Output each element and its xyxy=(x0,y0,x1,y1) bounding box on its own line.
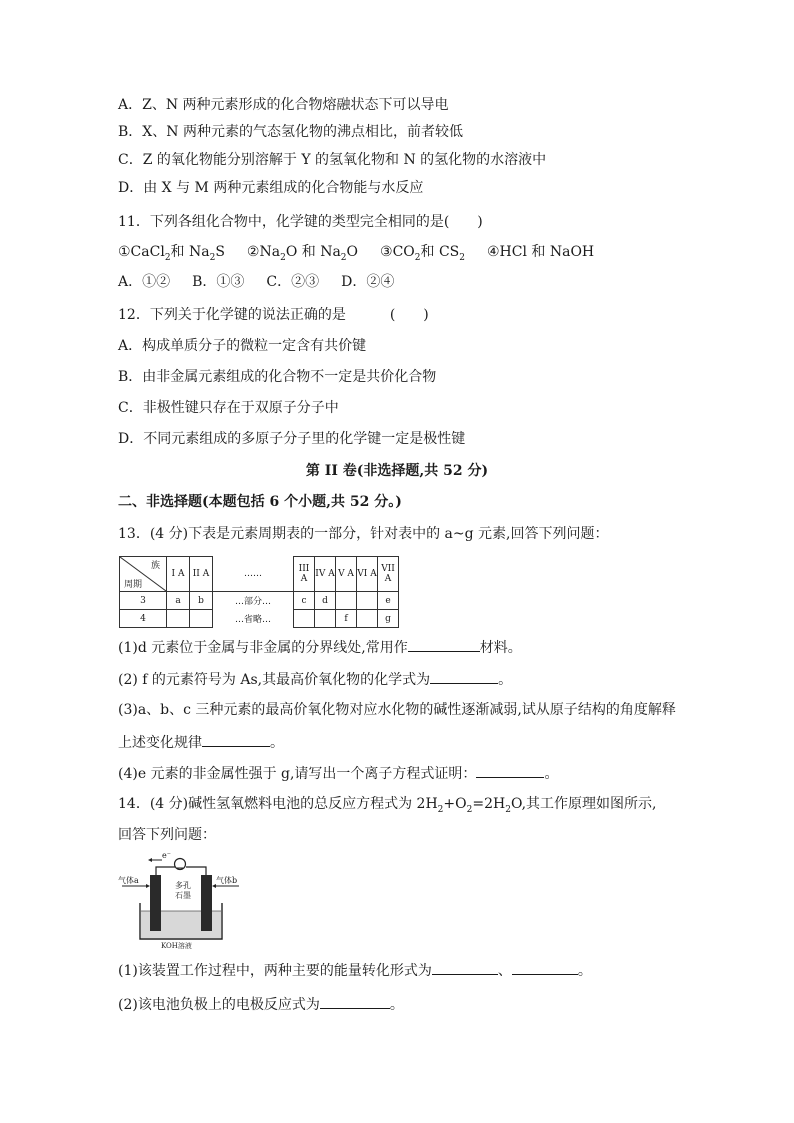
group-7a: VII A xyxy=(378,557,399,592)
q10-option-d: D．由 X 与 M 两种元素组成的化合物能与水反应 xyxy=(118,180,424,196)
group-5a: V A xyxy=(336,557,357,592)
row3-empty-6a xyxy=(357,592,378,610)
header-period: 周期 xyxy=(124,580,143,590)
element-a: a xyxy=(167,592,190,610)
q13-part-3: (3)a、b、c 三种元素的最高价氧化物对应水化物的碱性逐渐减弱,试从原子结构的角度解释 xyxy=(118,702,676,718)
q10-option-c: C．Z 的氧化物能分别溶解于 Y 的氢氧化物和 N 的氢化物的水溶液中 xyxy=(118,152,547,168)
row4-empty-3a xyxy=(294,610,315,628)
q12-option-d: D．不同元素组成的多原子分子里的化学键一定是极性键 xyxy=(118,431,466,447)
solution-label: KOH溶液 xyxy=(161,942,192,950)
q11-choices: A．①② B．①③ C．②③ D．②④ xyxy=(118,274,395,290)
electron-label: e⁻ xyxy=(162,851,171,860)
element-c: c xyxy=(294,592,315,610)
element-d: d xyxy=(315,592,336,610)
q13-part-2: (2) f 的元素符号为 As,其最高价氧化物的化学式为 。 xyxy=(118,672,513,688)
q12-option-a: A．构成单质分子的微粒一定含有共价键 xyxy=(118,338,367,354)
q11-items: ①CaCl$_2$和 $Na_2S$ $②Na_2O$ 和 $Na_2O$ $③CO_2$和 $CS_2$ ④HCl 和 NaOH xyxy=(118,244,595,263)
answer-blank[interactable] xyxy=(202,733,270,747)
fuel-cell-svg xyxy=(118,855,243,950)
header-group: 族 xyxy=(150,561,160,571)
group-4a: IV A xyxy=(315,557,336,592)
q13-part-4: (4)e 元素的非金属性强于 g,请写出一个离子方程式证明： 。 xyxy=(118,766,559,782)
answer-blank[interactable] xyxy=(432,961,498,975)
row4-empty-4a xyxy=(315,610,336,628)
answer-blank[interactable] xyxy=(476,764,544,778)
q13-part-3-cont: 上述变化规律 。 xyxy=(118,735,284,751)
group-2a: II A xyxy=(190,557,213,592)
group-6a: VI A xyxy=(357,557,378,592)
q11-stem: 11．下列各组化合物中，化学键的类型完全相同的是( ) xyxy=(118,214,483,230)
q10-option-b: B．X、N 两种元素的气态氢化物的沸点相比，前者较低 xyxy=(118,124,463,140)
q14-stem-2: 回答下列问题： xyxy=(118,827,216,843)
q12-option-b: B．由非金属元素组成的化合物不一定是共价化合物 xyxy=(118,369,437,385)
period-3: 3 xyxy=(120,592,167,610)
element-e: e xyxy=(378,592,399,610)
q13-stem: 13．(4 分)下表是元素周期表的一部分，针对表中的 a~g 元素,回答下列问题： xyxy=(118,526,609,542)
q13-part-1: (1)d 元素位于金属与非金属的分界线处,常用作 材料。 xyxy=(118,640,522,656)
row4-empty-6a xyxy=(357,610,378,628)
periodic-table-excerpt xyxy=(119,556,399,628)
table-header-diagonal xyxy=(120,557,167,592)
row4-empty-2a xyxy=(190,610,213,628)
section2-title: 第 II 卷(非选择题,共 52 分) xyxy=(305,463,489,479)
row4-mid: …省略… xyxy=(213,610,294,628)
group-3a: III A xyxy=(294,557,315,592)
gas-a-label: 气体a xyxy=(118,876,139,885)
q14-stem: 14．(4 分)碱性氢氧燃料电池的总反应方程式为 $2H_2+O_2=2H_2O$,其工作原理如图所示, xyxy=(118,796,657,815)
answer-blank[interactable] xyxy=(512,961,578,975)
answer-blank[interactable] xyxy=(320,995,390,1009)
q12-option-c: C．非极性键只存在于双原子分子中 xyxy=(118,400,339,416)
element-f: f xyxy=(336,610,357,628)
element-b: b xyxy=(190,592,213,610)
row4-empty-1a xyxy=(167,610,190,628)
section2-heading: 二、非选择题(本题包括 6 个小题,共 52 分。) xyxy=(118,494,402,510)
q14-part-2: (2)该电池负极上的电极反应式为 。 xyxy=(118,997,404,1013)
row3-empty-5a xyxy=(336,592,357,610)
gas-b-label: 气体b xyxy=(216,876,238,885)
electrode-label: 多孔石墨 xyxy=(175,881,191,900)
q10-option-a: A．Z、N 两种元素形成的化合物熔融状态下可以导电 xyxy=(118,97,449,113)
period-4: 4 xyxy=(120,610,167,628)
row3-mid: …部分… xyxy=(213,592,294,610)
group-1a: I A xyxy=(167,557,190,592)
dots-cell: …… xyxy=(213,557,294,592)
answer-blank[interactable] xyxy=(430,670,498,684)
q14-part-1: (1)该装置工作过程中，两种主要的能量转化形式为 、 。 xyxy=(118,963,592,979)
answer-blank[interactable] xyxy=(408,638,480,652)
element-g: g xyxy=(378,610,399,628)
q12-stem: 12．下列关于化学键的说法正确的是 ( ) xyxy=(118,307,429,323)
fuel-cell-diagram xyxy=(118,851,243,954)
